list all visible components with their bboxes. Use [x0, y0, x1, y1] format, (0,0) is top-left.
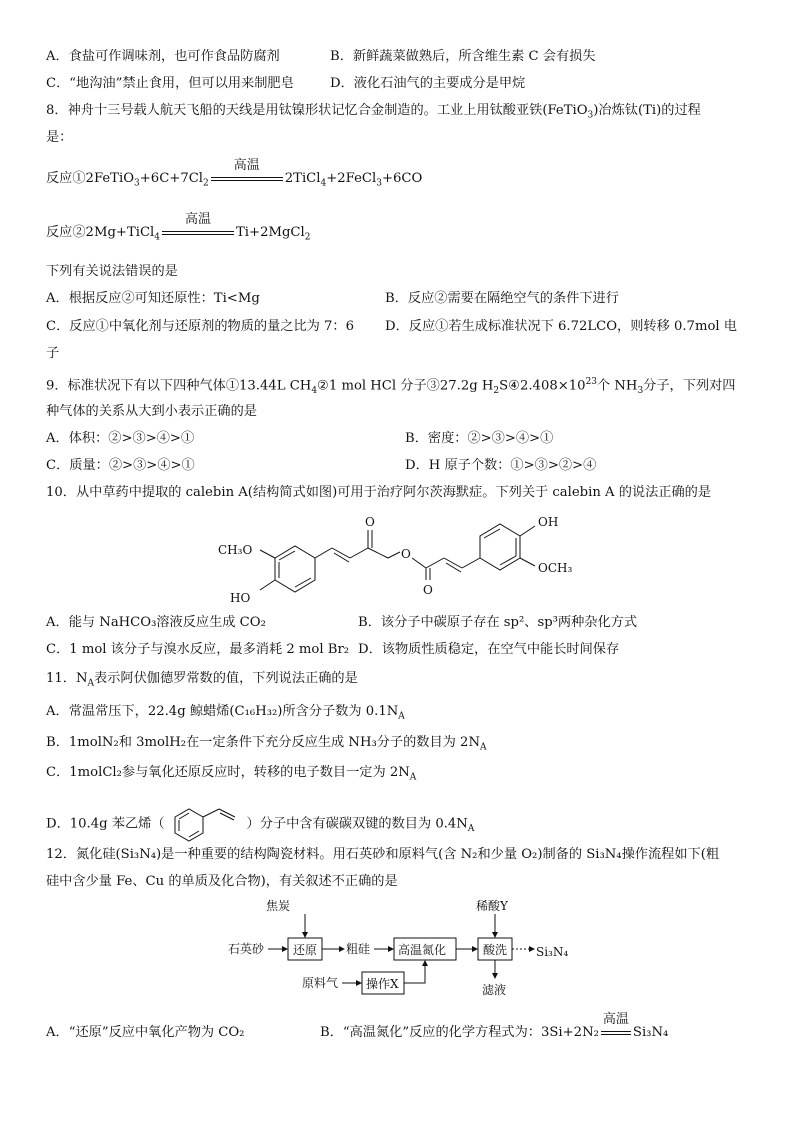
q8-option-d-cont: 子 — [46, 346, 60, 361]
q12-stem-line1: 12．氮化硅(Si₃N₄)是一种重要的结构陶瓷材料。用石英砂和原料气(含 N₂和少量 O₂)制备的 Si₃N₄操作流程如下(粗 — [46, 847, 720, 862]
q7-option-a: A．食盐可作调味剂，也可作食品防腐剂 — [46, 49, 280, 64]
q12-stem-line2: 硅中含少量 Fe、Cu 的单质及化合物)，有关叙述不正确的是 — [46, 874, 398, 889]
q8-option-d: D．反应①若生成标准状况下 6.72LCO，则转移 0.7mol 电 — [385, 319, 737, 334]
q8-option-b: B．反应②需要在隔绝空气的条件下进行 — [385, 291, 619, 306]
q9-option-b: B．密度：②>③>④>① — [405, 431, 554, 446]
label-carbonyl-o: O — [423, 583, 433, 597]
q8-option-c: C．反应①中氧化剂与还原剂的物质的量之比为 7：6 — [46, 319, 354, 334]
q9-option-c: C．质量：②>③>④>① — [46, 458, 195, 473]
q8-option-a: A．根据反应②可知还原性：Ti<Mg — [46, 291, 260, 306]
flow-reduce-box: 还原 — [293, 943, 318, 957]
q11-option-a: A．常温常压下，22.4g 鲸蜡烯(C₁₆H₃₂)所含分子数为 $0.1N_A$ — [46, 704, 405, 722]
q11-option-d: D．10.4g 苯乙烯（ ）分子中含有碳碳双键的数目为 $0.4N_A$ — [46, 805, 474, 843]
process-flowchart — [218, 898, 578, 998]
q8-stem-line1: 8．神舟十三号载人航天飞船的天线是用钛镍形状记忆合金制造的。工业上用钛酸亚铁(FeTiO$_3$)冶炼钛(Ti)的过程 — [46, 103, 701, 121]
flow-acid-y: 稀酸Y — [476, 899, 508, 913]
q9-stem-line1: 9．标准状况下有以下四种气体①13.44L $CH_4②1$ mol HCl 分子③27.2g $H_2S④2.408\times 10^{23}$个 $NH_3$分子，下列对四 — [46, 377, 736, 397]
flow-acid-wash-box: 酸洗 — [483, 943, 508, 957]
label-ch3o: CH₃O — [218, 543, 253, 557]
q7-option-d: D．液化石油气的主要成分是甲烷 — [330, 76, 526, 91]
flow-product: Si₃N₄ — [536, 945, 569, 959]
label-ester-o: O — [401, 547, 411, 561]
q12-option-a: A．“还原”反应中氧化产物为 CO₂ — [46, 1025, 245, 1040]
equilibrium-arrow: 高温 — [211, 174, 283, 184]
label-oh: OH — [538, 515, 559, 529]
q8-reaction-1: 反应$①2FeTiO_3+6C+7Cl_2$ 高温 2TiCl$_4$+2FeCl$_3$+6CO — [46, 157, 423, 189]
equilibrium-arrow: 高温 — [601, 1028, 631, 1038]
q7-option-b: B．新鲜蔬菜做熟后，所含维生素 C 会有损失 — [330, 49, 596, 64]
flow-filtrate: 滤液 — [482, 983, 507, 997]
q8-question: 下列有关说法错误的是 — [46, 264, 178, 279]
q10-option-b: B．该分子中碳原子存在 sp²、sp³两种杂化方式 — [358, 615, 638, 630]
q7-option-c: C．“地沟油”禁止食用，但可以用来制肥皂 — [46, 76, 294, 91]
q11-stem: 11．$N_A$表示阿伏伽德罗常数的值，下列说法正确的是 — [46, 671, 358, 689]
label-ho: HO — [230, 591, 251, 605]
q10-option-c: C．1 mol 该分子与溴水反应，最多消耗 2 mol Br₂ — [46, 642, 350, 657]
flow-quartz: 石英砂 — [228, 942, 265, 956]
label-ketone-o: O — [365, 515, 375, 529]
q8-stem-line2: 是： — [46, 130, 73, 145]
flow-feed-gas: 原料气 — [302, 976, 339, 990]
q10-option-d: D．该物质性质稳定，在空气中能长时间保存 — [358, 642, 620, 657]
flow-nitride-box: 高温氮化 — [398, 943, 447, 957]
equilibrium-arrow: 高温 — [162, 228, 234, 238]
q12-option-b: B．“高温氮化”反应的化学方程式为：3Si+2N₂ 高温 Si₃N₄ — [320, 1011, 669, 1040]
q10-option-a: A．能与 NaHCO₃溶液反应生成 CO₂ — [46, 615, 266, 630]
calebin-a-structure — [210, 508, 590, 608]
styrene-structure — [165, 805, 247, 843]
q11-option-c: C．1molCl₂参与氧化还原反应时，转移的电子数目一定为 $2N_A$ — [46, 765, 417, 783]
label-och3: OCH₃ — [538, 561, 573, 575]
flow-operation-x-box: 操作X — [366, 977, 399, 991]
flow-crude-silicon: 粗硅 — [346, 942, 371, 956]
flow-coke: 焦炭 — [266, 899, 291, 913]
q11-option-b: B．1molN₂和 3molH₂在一定条件下充分反应生成 NH₃分子的数目为 $2N_A$ — [46, 735, 487, 753]
q9-stem-line2: 种气体的关系从大到小表示正确的是 — [46, 404, 257, 419]
q10-stem: 10．从中草药中提取的 calebin A(结构简式如图)可用于治疗阿尔茨海默症。下列关于 calebin A 的说法正确的是 — [46, 485, 712, 500]
q9-option-d: D．H 原子个数：①>③>②>④ — [405, 458, 597, 473]
q8-reaction-2: 反应②2Mg+TiCl$_4$ 高温 Ti+2MgCl$_2$ — [46, 211, 311, 243]
q9-option-a: A．体积：②>③>④>① — [46, 431, 195, 446]
